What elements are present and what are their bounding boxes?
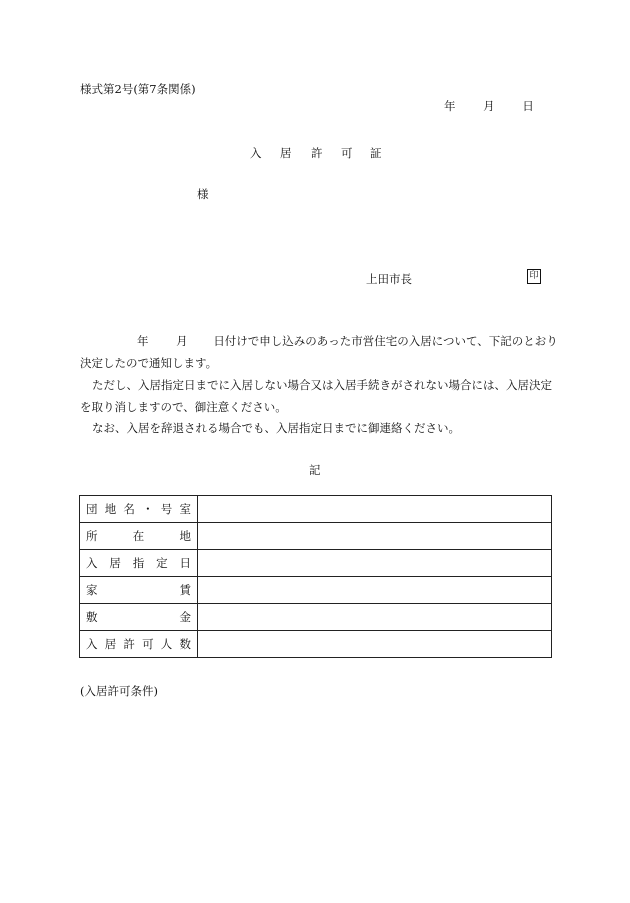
label-char: ・	[142, 502, 154, 516]
body-line-1	[80, 333, 558, 349]
body-year-label: 年	[137, 334, 149, 348]
seal-mark: 印	[527, 269, 541, 284]
issuer-name: 上田市長	[366, 272, 412, 286]
body-line-2: 決定したので通知します。	[80, 356, 218, 370]
row-label-rent	[80, 577, 198, 604]
body-line-1-text: 日付けで申し込みのあった市営住宅の入居について、下記のとおり	[213, 334, 558, 348]
date-day-label: 日	[522, 99, 534, 113]
issue-date	[444, 98, 534, 114]
label-char: 在	[132, 529, 145, 543]
body-month-label: 月	[176, 334, 188, 348]
row-label-move-in-date	[80, 550, 198, 577]
body-line-4: を取り消しますので、御注意ください。	[80, 400, 287, 414]
row-label-location	[80, 523, 198, 550]
conditions-label: (入居許可条件)	[80, 684, 158, 698]
table-row	[80, 604, 552, 631]
title-char: 可	[341, 146, 353, 160]
title-char: 居	[280, 146, 292, 160]
label-char: 室	[179, 502, 191, 516]
label-char: 所	[86, 529, 98, 543]
row-label-danchi	[80, 496, 198, 523]
permit-details-table	[79, 495, 552, 658]
label-char: 家	[86, 583, 98, 597]
form-number: 様式第2号(第7条関係)	[80, 82, 196, 96]
label-char: 居	[109, 556, 121, 570]
label-char: 金	[179, 610, 191, 624]
label-char: 入	[86, 637, 98, 651]
title-char: 証	[370, 146, 382, 160]
date-month-label: 月	[483, 99, 495, 113]
row-value-danchi[interactable]	[198, 496, 552, 523]
label-char: 入	[86, 556, 98, 570]
body-line-5: なお、入居を辞退される場合でも、入居指定日までに御連絡ください。	[92, 421, 460, 435]
row-label-occupants	[80, 631, 198, 658]
label-char: 人	[160, 637, 173, 651]
label-char: 号	[160, 502, 173, 516]
label-char: 指	[132, 556, 145, 570]
label-char: 可	[142, 637, 154, 651]
row-value-location[interactable]	[198, 523, 552, 550]
table-row	[80, 577, 552, 604]
row-value-move-in-date[interactable]	[198, 550, 552, 577]
table-row	[80, 523, 552, 550]
label-char: 数	[179, 637, 191, 651]
date-year-label: 年	[444, 99, 456, 113]
title-char: 許	[311, 146, 323, 160]
body-line-3: ただし、入居指定日までに入居しない場合又は入居手続きがされない場合には、入居決定	[92, 378, 552, 392]
addressee-suffix: 様	[197, 187, 209, 201]
label-char: 敷	[86, 610, 98, 624]
row-value-deposit[interactable]	[198, 604, 552, 631]
label-char: 地	[104, 502, 117, 516]
label-char: 団	[86, 502, 98, 516]
label-char: 許	[123, 637, 135, 651]
row-label-deposit	[80, 604, 198, 631]
row-value-rent[interactable]	[198, 577, 552, 604]
label-char: 名	[123, 502, 135, 516]
ki-heading: 記	[309, 463, 321, 477]
table-row	[80, 550, 552, 577]
row-value-occupants[interactable]	[198, 631, 552, 658]
table-row	[80, 631, 552, 658]
label-char: 賃	[179, 583, 191, 597]
label-char: 地	[179, 529, 191, 543]
label-char: 定	[156, 556, 168, 570]
table-row	[80, 496, 552, 523]
title-char: 入	[250, 146, 262, 160]
label-char: 居	[104, 637, 117, 651]
label-char: 日	[179, 556, 191, 570]
